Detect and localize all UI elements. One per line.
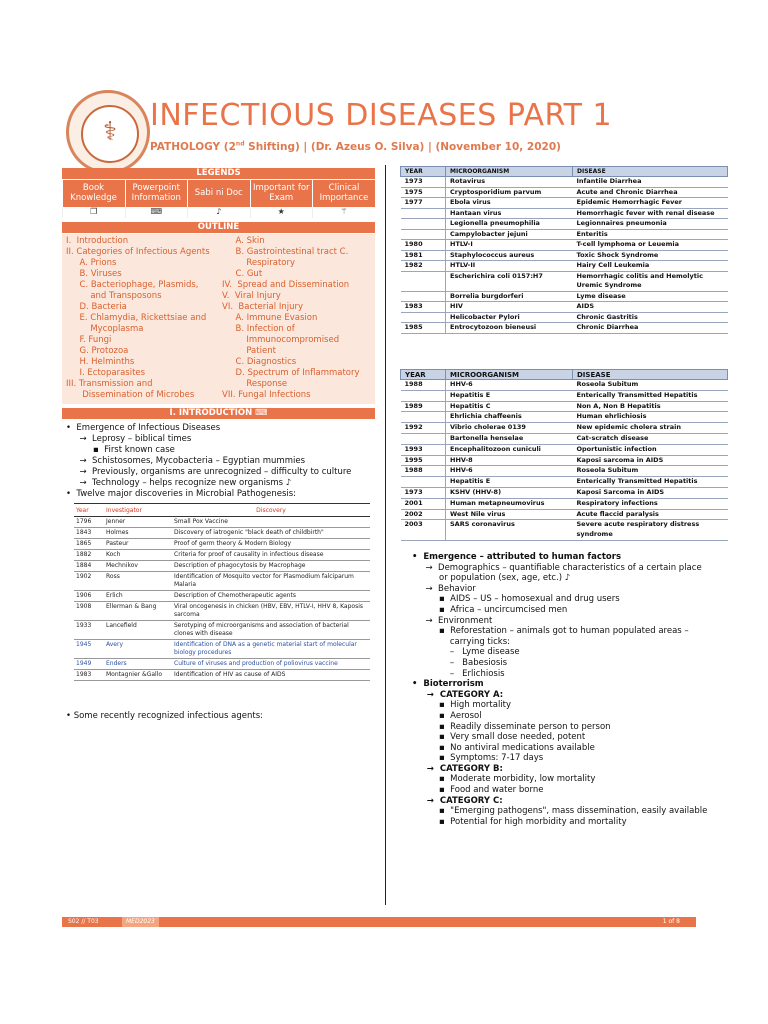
table-row [401,219,728,230]
discoveries-cell: Proof of germ theory & Modern Biology [172,539,370,550]
infectious-agents-table-1 [400,166,728,334]
note-line: • Emergence – attributed to human factors [412,552,622,562]
table-cell: 1973 [401,177,446,188]
table-row [401,177,728,188]
legend-label: Clinical Importance [313,180,376,207]
table-row [401,291,728,302]
table-cell: Acute and Chronic Diarrhea [573,187,728,198]
bullet-line: → Previously, organisms are unrecognized – difficulty to culture [66,467,352,477]
discoveries-cell: Montagnier &Gallo [104,670,172,681]
note-line: ▪ Aerosol [412,710,482,721]
table-cell [401,208,446,219]
discoveries-cell: Holmes [104,528,172,539]
discoveries-cell: Jenner [104,517,172,528]
discoveries-cell: Koch [104,550,172,561]
table-cell: HHV-6 [446,466,573,477]
bullet-line: → Schistosomes, Mycobacteria – Egyptian mummies [66,456,306,466]
table-cell: 1980 [401,240,446,251]
discoveries-cell: Pasteur [104,539,172,550]
discoveries-cell: 1902 [74,572,104,591]
note-line: ▪ Africa – uncircumcised men [412,604,568,615]
legend-label: Sabi ni Doc [188,180,251,207]
outline-item: A. Prions [66,258,117,268]
outline-header: OUTLINE [62,222,375,233]
discoveries-cell: 1933 [74,621,104,640]
legend-icon: ⚚ [313,207,376,218]
table-row [401,312,728,323]
outline-item: VII. Fungal Infections [222,390,311,400]
table-cell [401,219,446,230]
discoveries-cell: Description of Chemotherapeutic agents [172,591,370,602]
table-cell: KSHV (HHV-8) [446,487,573,498]
table-cell: Hepatitis E [446,477,573,488]
outline-item: E. Chlamydia, Rickettsiae and [66,313,207,323]
recent-agents-bullet: • Some recently recognized infectious agents: [66,711,264,721]
discoveries-cell: 1882 [74,550,104,561]
discoveries-cell: Enders [104,659,172,670]
table-row [401,433,728,444]
table-header-cell: YEAR [401,167,446,177]
table-row [401,323,728,334]
table-row [401,390,728,401]
note-line: ▪ Symptoms: 7-17 days [412,753,544,764]
note-line: → Environment [412,615,493,626]
note-line: ▪ Reforestation – animals got to human populated areas – [412,626,689,637]
table-row [401,187,728,198]
table-cell: Entrocytozoon bieneusi [446,323,573,334]
legends-table [62,180,375,218]
table-cell: Hemorrhagic fever with renal disease [573,208,728,219]
legend-icon: ⌨ [125,207,188,218]
note-line: – Lyme disease [412,647,520,658]
outline-item: D. Spectrum of Inflammatory [222,368,360,378]
outline-item: A. Skin [222,236,265,246]
table-cell: Cat-scratch disease [573,433,728,444]
note-line: – Erlichiosis [412,668,505,679]
table-cell: 1975 [401,187,446,198]
table-cell: 2003 [401,520,446,541]
table-cell: 1989 [401,401,446,412]
table-row [401,498,728,509]
outline-item: D. Bacteria [66,302,127,312]
table-cell: 1993 [401,444,446,455]
legend-label: Important for Exam [250,180,313,207]
table-cell: 1977 [401,198,446,209]
note-line: ▪ "Emerging pathogens", mass dissemination, easily available [412,806,708,817]
table-row [401,401,728,412]
discoveries-cell: Identification of Mosquito vector for Plasmodium falciparum Malaria [172,572,370,591]
legend-label: Book Knowledge [63,180,126,207]
table-cell: Human metapneumovirus [446,498,573,509]
outline-item: B. Viruses [66,269,122,279]
note-line: → CATEGORY B: [412,763,503,774]
outline-item: B. Gastrointestinal tract C. [222,247,349,257]
table-row [401,412,728,423]
discoveries-cell: Criteria for proof of causality in infectious disease [172,550,370,561]
discoveries-row [74,659,370,670]
right-notes [412,552,707,827]
outline-item: C. Gut [222,269,263,279]
discoveries-cell: Erlich [104,591,172,602]
table-cell [401,229,446,240]
discoveries-cell: Description of phagocytosis by Macrophage [172,561,370,572]
discoveries-cell: Ellerman & Bang [104,602,172,621]
table-row [401,520,728,541]
discoveries-row [74,539,370,550]
note-line: → Behavior [412,583,476,594]
table-cell: HIV [446,302,573,313]
infectious-agents-table-2 [400,369,728,541]
table-row [401,229,728,240]
table-cell: Cryptosporidium parvum [446,187,573,198]
table-cell: 1985 [401,323,446,334]
table-cell: Legionella pneumophilia [446,219,573,230]
table-cell: Enteritis [573,229,728,240]
discoveries-header-cell: Year [74,504,104,517]
legend-label: Powerpoint Information [125,180,188,207]
table-cell: Enterically Transmitted Hepatitis [573,477,728,488]
footer-batch: MED2023 [122,917,159,927]
table-cell: Rotavirus [446,177,573,188]
table-cell: Acute flaccid paralysis [573,509,728,520]
discoveries-row [74,602,370,621]
table-cell: Vibrio cholerae 0139 [446,423,573,434]
table-header-cell: DISEASE [573,370,728,380]
outline-item: Dissemination of Microbes [66,390,195,400]
footer-page: 1 of 8 [662,918,680,925]
discoveries-cell: Culture of viruses and production of poliovirus vaccine [172,659,370,670]
table-cell: Hantaan virus [446,208,573,219]
table-cell: Enterically Transmitted Hepatitis [573,390,728,401]
page-title: INFECTIOUS DISEASES PART 1 [150,98,613,133]
table-cell: Helicobacter Pylori [446,312,573,323]
page-subtitle: PATHOLOGY (2nd Shifting) | (Dr. Azeus O. Silva) | (November 10, 2020) [150,140,561,153]
discoveries-cell: 1884 [74,561,104,572]
outline-item: H. Helminths [66,357,135,367]
table-cell: Epidemic Hemorrhagic Fever [573,198,728,209]
discoveries-cell: Small Pox Vaccine [172,517,370,528]
table-cell: Severe acute respiratory distress syndrome [573,520,728,541]
table-cell [401,433,446,444]
table-cell: Kaposi sarcoma in AIDS [573,455,728,466]
footer-bar [62,917,696,927]
note-line: ▪ Very small dose needed, potent [412,732,586,743]
table-cell: 1988 [401,380,446,391]
table-cell: 1973 [401,487,446,498]
bullet-line: ▪ First known case [66,445,175,455]
caduceus-icon: ⚕ [102,117,118,147]
table-cell: Roseola Subitum [573,380,728,391]
table-row [401,466,728,477]
table-cell [401,271,446,291]
discoveries-cell: Viral oncogenesis in chicken (HBV, EBV, HTLV-I, HHV 8, Kaposis sarcoma [172,602,370,621]
discoveries-cell: 1908 [74,602,104,621]
table-cell: 1995 [401,455,446,466]
outline-item: Immunocompromised [222,335,340,345]
discoveries-cell: Identification of HIV as cause of AIDS [172,670,370,681]
table-cell: Hairy Cell Leukemia [573,261,728,272]
outline-item: C. Diagnostics [222,357,297,367]
table-cell: New epidemic cholera strain [573,423,728,434]
table-header-cell: MICROORGANISM [446,370,573,380]
discoveries-cell: Serotyping of microorganisms and association of bacterial clones with disease [172,621,370,640]
table-cell: Hepatitis E [446,390,573,401]
discoveries-cell: 1843 [74,528,104,539]
table-row [401,250,728,261]
column-divider [385,165,386,905]
discoveries-row [74,591,370,602]
note-line: • Bioterrorism [412,679,484,690]
discoveries-cell: 1906 [74,591,104,602]
bullet-line: → Leprosy – biblical times [66,434,192,444]
table-cell: SARS coronavirus [446,520,573,541]
legend-icon: ★ [250,207,313,218]
table-cell: Campylobacter jejuni [446,229,573,240]
legends-header: LEGENDS [62,168,375,179]
outline-column-1 [66,236,210,401]
bullet-line: • Emergence of Infectious Diseases [66,423,221,433]
outline-item: Patient [222,346,276,356]
table-cell: Roseola Subitum [573,466,728,477]
outline-item: Response [222,379,288,389]
table-cell: HTLV-I [446,240,573,251]
table-cell: HHV-8 [446,455,573,466]
table-cell: Escherichira coli 0157:H7 [446,271,573,291]
discoveries-cell: Discovery of iatrogenic "black death of childbirth" [172,528,370,539]
discoveries-row [74,528,370,539]
table-row [401,271,728,291]
outline-item: Respiratory [222,258,296,268]
outline-item: III. Transmission and [66,379,153,389]
table-row [401,444,728,455]
table-cell: Toxic Shock Syndrome [573,250,728,261]
table-header-cell: YEAR [401,370,446,380]
table-cell: Encephalitozoon cuniculi [446,444,573,455]
table-row [401,455,728,466]
legend-icon: ♪ [188,207,251,218]
table-row [401,302,728,313]
table-cell: Oportunistic infection [573,444,728,455]
discoveries-row [74,550,370,561]
table-cell: Non A, Non B Hepatitis [573,401,728,412]
outline-item: VI. Bacterial Injury [222,302,303,312]
outline-item: F. Fungi [66,335,112,345]
discoveries-row [74,670,370,681]
table-cell [401,390,446,401]
bullet-line: • Twelve major discoveries in Microbial Pathogenesis: [66,489,297,499]
discoveries-row [74,517,370,528]
table-header-cell: DISEASE [573,167,728,177]
note-line: – Babesiosis [412,657,508,668]
note-line: → CATEGORY C: [412,795,503,806]
introduction-bullets [66,423,351,500]
legend-icon: ❐ [63,207,126,218]
outline-box [62,234,375,404]
discoveries-header-cell: Investigator [104,504,172,517]
outline-item: IV. Spread and Dissemination [222,280,350,290]
table-cell: Staphylococcus aureus [446,250,573,261]
discoveries-row [74,621,370,640]
note-line: ▪ Readily disseminate person to person [412,721,611,732]
table-row [401,240,728,251]
table-cell: Ebola virus [446,198,573,209]
table-row [401,423,728,434]
table-cell: Chronic Gastritis [573,312,728,323]
outline-item: A. Immune Evasion [222,313,318,323]
table-cell: Human ehrlichiosis [573,412,728,423]
outline-item: G. Protozoa [66,346,129,356]
table-row [401,487,728,498]
outline-item: V. Viral Injury [222,291,281,301]
note-line: ▪ Food and water borne [412,785,544,796]
introduction-header: I. INTRODUCTION ⌨ [62,408,375,419]
table-cell: 1988 [401,466,446,477]
table-cell: Bartonella henselae [446,433,573,444]
table-cell: Infantile Diarrhea [573,177,728,188]
school-seal-logo [66,90,150,174]
table-cell: 1981 [401,250,446,261]
table-cell: Hepatitis C [446,401,573,412]
discoveries-cell: Ross [104,572,172,591]
discoveries-header-cell: Discovery [172,504,370,517]
table-cell: T-cell lymphoma or Leuemia [573,240,728,251]
table-cell: 2001 [401,498,446,509]
table-cell: 2002 [401,509,446,520]
table-cell: 1992 [401,423,446,434]
discoveries-row [74,561,370,572]
table-cell [401,312,446,323]
table-cell: Lyme disease [573,291,728,302]
table-cell: Chronic Diarrhea [573,323,728,334]
note-line: → CATEGORY A: [412,689,504,700]
note-line: ▪ No antiviral medications available [412,742,595,753]
table-cell: Borrelia burgdorferi [446,291,573,302]
discoveries-cell: Identification of DNA as a genetic material start of molecular biology procedures [172,640,370,659]
table-row [401,509,728,520]
note-line: ▪ AIDS – US – homosexual and drug users [412,594,620,605]
note-line: ▪ Moderate morbidity, low mortality [412,774,596,785]
outline-item: I. Introduction [66,236,129,246]
table-row [401,198,728,209]
table-cell: West Nile virus [446,509,573,520]
note-line: ▪ Potential for high morbidity and mortality [412,816,627,827]
outline-item: B. Infection of [222,324,295,334]
outline-item: I. Ectoparasites [66,368,146,378]
table-cell: Hemorrhagic colitis and Hemolytic Uremic Syndrome [573,271,728,291]
note-line: or population (sex, age, etc.) ♪ [412,573,571,584]
table-cell: Legionnaires pneumonia [573,219,728,230]
outline-item: C. Bacteriophage, Plasmids, [66,280,199,290]
table-header-cell: MICROORGANISM [446,167,573,177]
bullet-line: → Technology – helps recognize new organisms ♪ [66,478,292,488]
discoveries-table [74,503,370,681]
table-cell [401,412,446,423]
table-row [401,208,728,219]
table-cell [401,477,446,488]
discoveries-cell: 1945 [74,640,104,659]
discoveries-cell: 1949 [74,659,104,670]
note-line: carrying ticks: [412,636,511,647]
table-cell: Ehrlichia chaffeenis [446,412,573,423]
outline-item: and Transposons [66,291,162,301]
table-cell: 1983 [401,302,446,313]
table-cell: Kaposi Sarcoma in AIDS [573,487,728,498]
note-line: ▪ High mortality [412,700,512,711]
outline-column-2 [222,236,360,401]
table-cell: HHV-6 [446,380,573,391]
discoveries-cell: Avery [104,640,172,659]
discoveries-cell: 1796 [74,517,104,528]
discoveries-cell: 1983 [74,670,104,681]
table-cell: Respiratory infections [573,498,728,509]
discoveries-row [74,572,370,591]
discoveries-cell: Lancefield [104,621,172,640]
table-cell: 1982 [401,261,446,272]
table-cell: HTLV-II [446,261,573,272]
discoveries-cell: 1865 [74,539,104,550]
discoveries-row [74,640,370,659]
table-row [401,380,728,391]
outline-item: II. Categories of Infectious Agents [66,247,210,257]
table-row [401,261,728,272]
table-cell: AIDS [573,302,728,313]
footer-code: S02 // T03 [68,918,99,925]
table-row [401,477,728,488]
note-line: → Demographics – quantifiable characteristics of a certain place [412,562,702,573]
discoveries-cell: Mechnikov [104,561,172,572]
outline-item: Mycoplasma [66,324,144,334]
table-cell [401,291,446,302]
